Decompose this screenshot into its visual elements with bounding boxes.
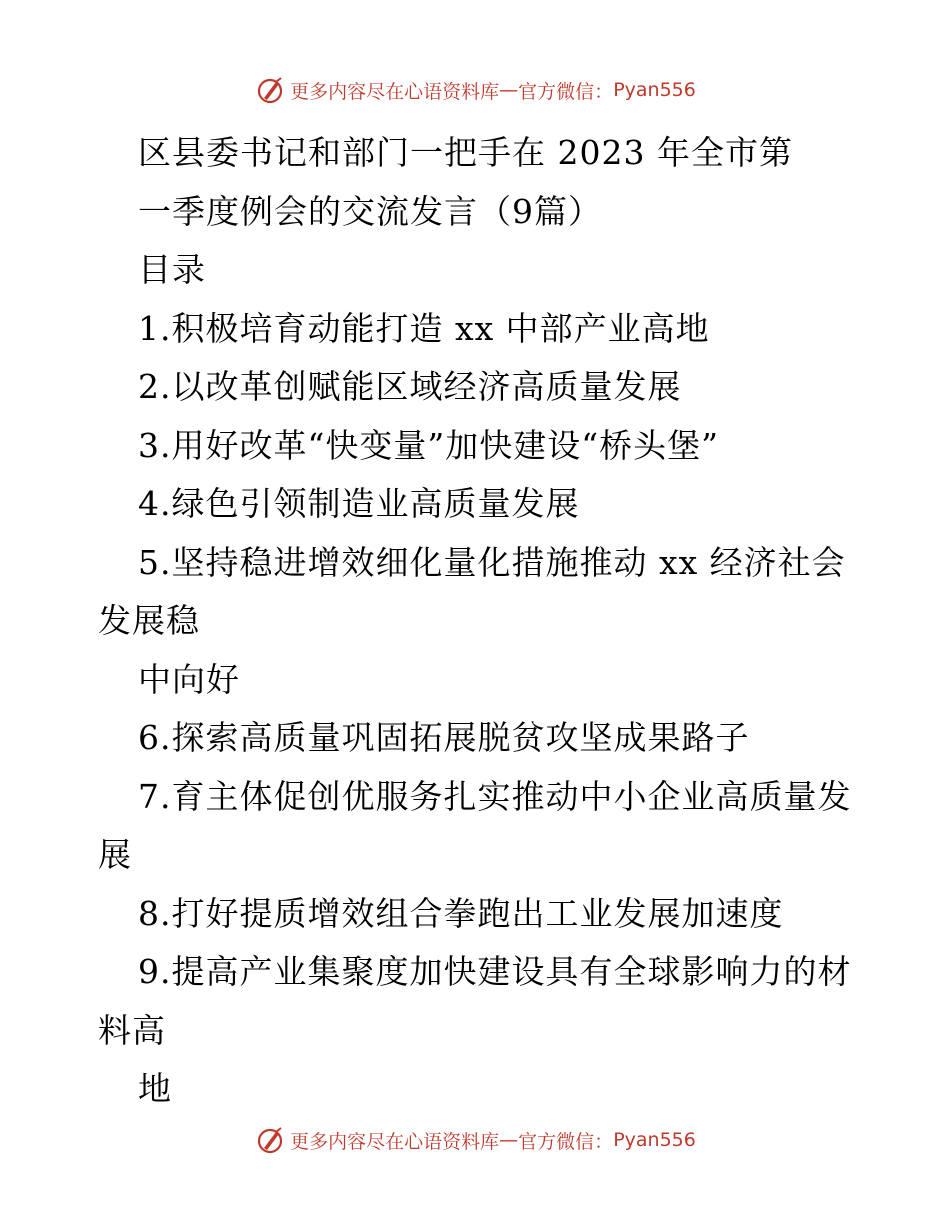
banner-wechat-id: Pyan556	[613, 79, 696, 101]
quill-pen-logo-icon	[254, 1124, 286, 1156]
toc-item-5: 5.坚持稳进增效细化量化措施推动 xx 经济社会	[138, 542, 846, 582]
toc-item-2: 2.以改革创赋能区域经济高质量发展	[138, 367, 682, 406]
document-title-line-2: 一季度例会的交流发言（9篇）	[138, 191, 602, 231]
toc-item-1: 1.积极培育动能打造 xx 中部产业高地	[138, 308, 710, 348]
banner-wechat-label: 官方微信：	[518, 80, 614, 103]
toc-item-9: 9.提高产业集聚度加快建设具有全球影响力的材	[138, 952, 852, 991]
footer-watermark-banner	[0, 1122, 950, 1158]
document-body	[98, 124, 858, 1119]
toc-item-7: 7.育主体促创优服务扎实推动中小企业高质量发	[138, 776, 852, 816]
banner-separator: —	[499, 1129, 519, 1151]
banner-wechat-id: Pyan556	[613, 1129, 696, 1151]
header-watermark-banner	[0, 72, 950, 108]
toc-item-7-wrap: 展	[98, 835, 132, 874]
banner-wechat-label: 官方微信：	[518, 1130, 614, 1153]
document-title-line-1: 区县委书记和部门一把手在 2023 年全市第	[138, 133, 793, 172]
toc-item-3: 3.用好改革“快变量”加快建设“桥头堡”	[138, 425, 719, 465]
toc-item-4: 4.绿色引领制造业高质量发展	[138, 484, 580, 523]
toc-item-5-wrap-2: 中向好	[138, 659, 240, 699]
toc-item-5-wrap-1: 发展稳	[98, 601, 200, 640]
banner-main-text: 更多内容尽在心语资料库	[290, 1130, 500, 1153]
banner-separator: —	[499, 79, 519, 101]
toc-heading: 目录	[138, 250, 206, 289]
toc-item-9-wrap-2: 地	[138, 1069, 172, 1108]
quill-pen-logo-icon	[254, 74, 286, 106]
toc-item-9-wrap-1: 料高	[98, 1010, 166, 1050]
banner-main-text: 更多内容尽在心语资料库	[290, 80, 500, 103]
toc-item-8: 8.打好提质增效组合拳跑出工业发展加速度	[138, 893, 784, 933]
toc-item-6: 6.探索高质量巩固拓展脱贫攻坚成果路子	[138, 718, 750, 757]
